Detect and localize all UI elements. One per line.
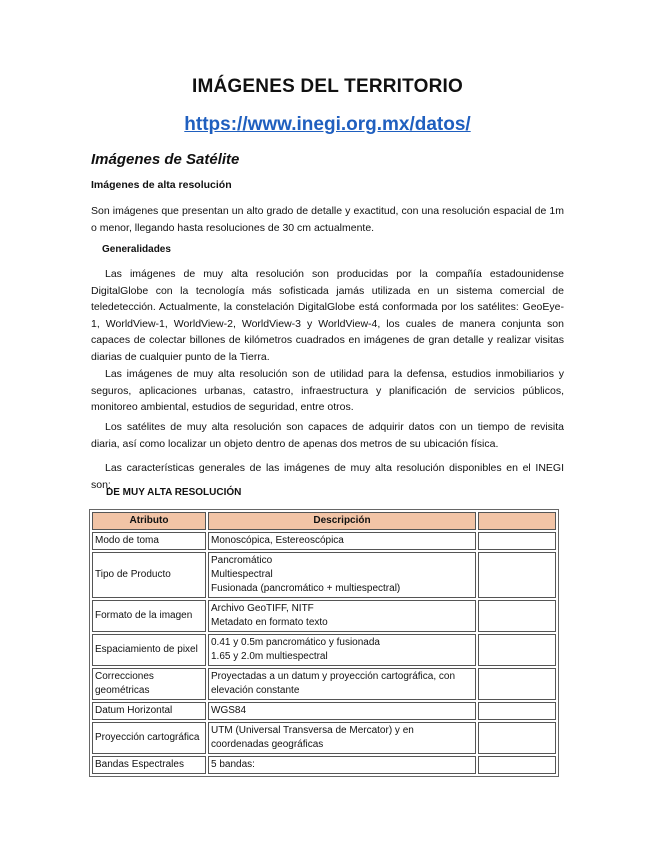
table-row — [92, 756, 556, 774]
empty-cell — [478, 756, 556, 774]
attributes-table — [89, 509, 559, 777]
empty-cell — [478, 552, 556, 598]
desc-line: Archivo GeoTIFF, NITF — [211, 603, 314, 614]
empty-cell — [478, 702, 556, 720]
attr-cell: Espaciamiento de pixel — [92, 634, 206, 666]
generalidades-heading: Generalidades — [102, 244, 171, 255]
desc-cell — [208, 722, 476, 754]
table-row — [92, 702, 556, 720]
desc-line: Multiespectral — [211, 569, 273, 580]
page-title: IMÁGENES DEL TERRITORIO — [192, 76, 463, 97]
empty-cell — [478, 668, 556, 700]
attr-cell: Tipo de Producto — [92, 552, 206, 598]
desc-cell — [208, 532, 476, 550]
paragraph-4: Las características generales de las imágenes de muy alta resolución disponibles en el INEGI son: — [91, 462, 564, 491]
desc-cell — [208, 552, 476, 598]
header-empty — [478, 512, 556, 530]
empty-cell — [478, 600, 556, 632]
attr-cell: Formato de la imagen — [92, 600, 206, 632]
desc-line: 0.41 y 0.5m pancromático y fusionada — [211, 637, 380, 648]
paragraph-2: Las imágenes de muy alta resolución son de utilidad para la defensa, estudios inmobiliarios y seguros, aplicaciones urbanas, catastro, infraestructura y planificación de servicios públicos, monitoreo ambiental, estudios de seguridad, entre otros. — [91, 368, 564, 413]
table-row — [92, 668, 556, 700]
desc-cell — [208, 702, 476, 720]
attr-cell: Datum Horizontal — [92, 702, 206, 720]
desc-line: Metadato en formato texto — [211, 617, 328, 628]
desc-line: WGS84 — [211, 705, 247, 716]
desc-cell — [208, 600, 476, 632]
table-header-row — [92, 512, 556, 530]
section-title: Imágenes de Satélite — [91, 151, 240, 168]
attr-cell: Correcciones geométricas — [92, 668, 206, 700]
intro-paragraph: Son imágenes que presentan un alto grado de detalle y exactitud, con una resolución espacial de 1m o menor, llegando hasta resoluciones de 30 cm actualmente. — [91, 205, 564, 234]
paragraph-1: Las imágenes de muy alta resolución son producidas por la compañía estadounidense DigitalGlobe con la tecnología más sofisticada jamás utilizada en un sistema comercial de teledetección. Actualmente, la constelación DigitalGlobe está conformada por los satélites: GeoEye-1, WorldView-1, WorldView-2, WorldView-3 y WorldView-4, los cuales de manera conjunta son capaces de colectar billones de kilómetros cuadrados en imágenes de gran detalle y realizar visitas diarias de cualquier punto de la Tierra. — [91, 268, 564, 363]
header-attribute: Atributo — [92, 512, 206, 530]
inegi-data-link[interactable]: https://www.inegi.org.mx/datos/ — [184, 114, 471, 135]
paragraph-3: Los satélites de muy alta resolución son capaces de adquirir datos con un tiempo de revisita diaria, así como localizar un objeto dentro de apenas dos metros de su ubicación física. — [91, 421, 564, 450]
table-row — [92, 552, 556, 598]
desc-line: UTM (Universal Transversa de Mercator) y en coordenadas geográficas — [211, 725, 414, 750]
attr-cell: Proyección cartográfica — [92, 722, 206, 754]
attr-cell: Bandas Espectrales — [92, 756, 206, 774]
desc-line: 1.65 y 2.0m multiespectral — [211, 651, 328, 662]
table-row — [92, 600, 556, 632]
desc-line: 5 bandas: — [211, 759, 255, 770]
table-row — [92, 532, 556, 550]
empty-cell — [478, 532, 556, 550]
subsection-title: Imágenes de alta resolución — [91, 179, 232, 191]
desc-line: Fusionada (pancromático + multiespectral) — [211, 583, 401, 594]
header-description: Descripción — [208, 512, 476, 530]
table-title: DE MUY ALTA RESOLUCIÓN — [106, 487, 242, 498]
attr-cell: Modo de toma — [92, 532, 206, 550]
desc-line: Proyectadas a un datum y proyección cartográfica, con elevación constante — [211, 671, 456, 696]
desc-cell — [208, 668, 476, 700]
desc-cell — [208, 634, 476, 666]
table-row — [92, 722, 556, 754]
desc-cell — [208, 756, 476, 774]
empty-cell — [478, 634, 556, 666]
empty-cell — [478, 722, 556, 754]
desc-line: Monoscópica, Estereoscópica — [211, 535, 344, 546]
table-row — [92, 634, 556, 666]
desc-line: Pancromático — [211, 555, 273, 566]
